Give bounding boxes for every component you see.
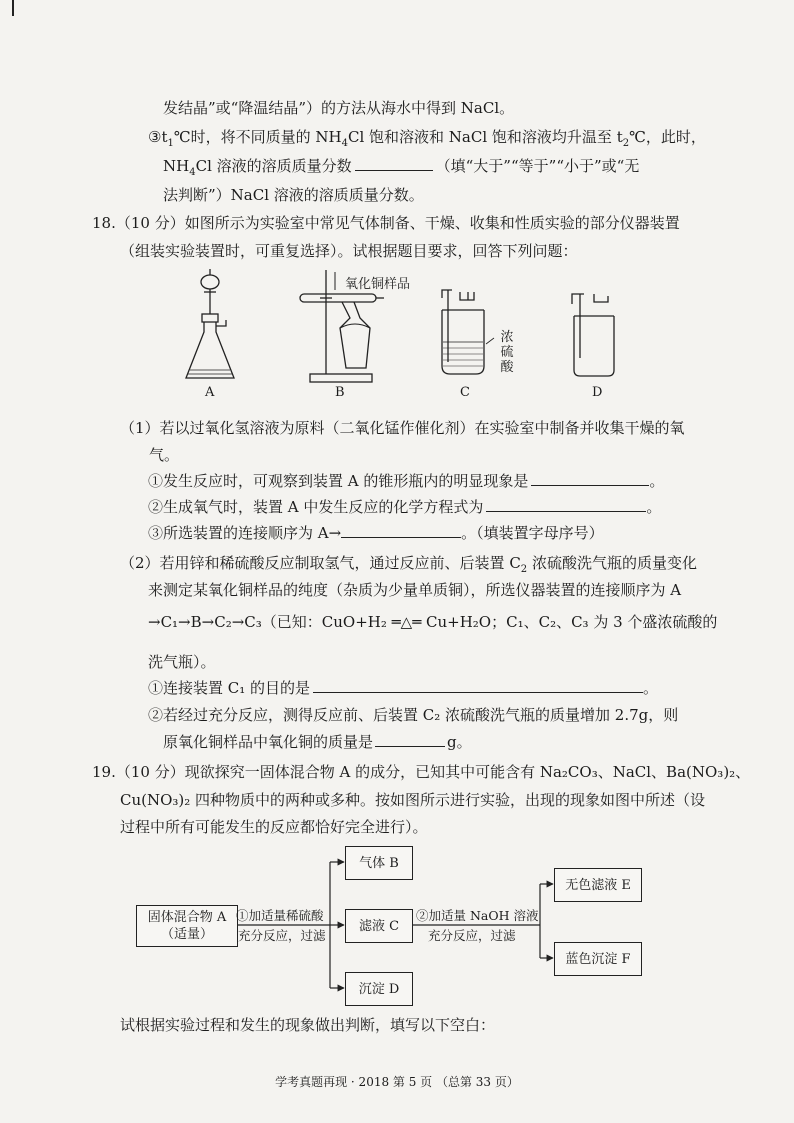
q17-line-3: $NH_4Cl$ 溶液的溶质质量分数 （填“大于”“等于”“小于”或“无 (163, 157, 640, 178)
step2-label-b: 充分反应，过滤 (428, 928, 516, 943)
q19-tail: 试根据实验过程和发生的现象做出判断，填写以下空白： (120, 1016, 496, 1034)
step1-label-a: ①加适量稀硫酸 (236, 908, 324, 923)
q18-p2-c: →C₁→B→C₂→C₃（已知：CuO+H₂ ═△═ Cu+H₂O；C₁、C₂、C₃ 为 3 个盛浓硫酸的 (148, 613, 718, 631)
q18-p2-ii: ②若经过充分反应，测得反应前、后装置 C₂ 浓硫酸洗气瓶的质量增加 2.7g，则 (148, 706, 679, 724)
step1-label-b: 充分反应，过滤 (238, 928, 326, 943)
q18-p1-cont: 气。 (149, 446, 180, 464)
q18-p1-i: ①发生反应时，可观察到装置 A 的锥形瓶内的明显现象是 。 (148, 472, 665, 490)
q18-heading: 18.（10 分）如图所示为实验室中常见气体制备、干燥、收集和性质实验的部分仪器装置 (92, 214, 680, 232)
label-b: B (335, 385, 345, 400)
label-a: A (205, 385, 215, 400)
step2-label-a: ②加适量 NaOH 溶液 (416, 908, 539, 923)
q18-p1: （1）若以过氧化氢溶液为原料（二氧化锰作催化剂）在实验室中制备并收集干燥的氧 (120, 419, 685, 437)
q18-p2-b: 来测定某氧化铜样品的纯度（杂质为少量单质铜），所选仪器装置的连接顺序为 A (148, 581, 682, 599)
node-gas-b: 气体 B (345, 846, 413, 880)
q18-p2-d: 洗气瓶）。 (148, 653, 216, 671)
label-c: C (460, 385, 470, 400)
q18-p1-iii: ③所选装置的连接顺序为 A→ 。（填装置字母序号） (148, 524, 604, 542)
node-precip-f: 蓝色沉淀 F (554, 942, 642, 976)
q19-heading: 19.（10 分）现欲探究一固体混合物 A 的成分，已知其中可能含有 Na₂CO₃、NaCl、Ba(NO₃)₂、 (92, 763, 751, 781)
q18-p2: （2）若用锌和稀硫酸反应制取氢气，通过反应前、后装置 $C_2$ 浓硫酸洗气瓶的质量变化 (120, 554, 697, 575)
node-filtrate-c: 滤液 C (345, 909, 413, 943)
acid-label: 浓硫酸 (500, 330, 514, 375)
q17-line-4: 法判断”）NaCl 溶液的溶质质量分数。 (163, 186, 424, 204)
q18-p2-i: ①连接装置 C₁ 的目的是 。 (148, 679, 659, 697)
sample-label: 氧化铜样品 (345, 277, 411, 292)
node-mixture-a: 固体混合物 A （适量） (136, 905, 238, 947)
q18-p2-ii-b: 原氧化铜样品中氧化铜的质量是 g。 (163, 733, 472, 751)
q18-heading-2: （组装实验装置时，可重复选择）。试根据题目要求，回答下列问题： (120, 242, 578, 260)
q17-line-2: $③t_1℃$时，将不同质量的 $NH_4Cl$ 饱和溶液和 NaCl 饱和溶液均升温至 $t_2℃$，此时， (148, 128, 706, 149)
q19-heading-3: 过程中所有可能发生的反应都恰好完全进行）。 (120, 818, 428, 836)
label-d: D (592, 385, 603, 400)
q17-line-1: 发结晶”或“降温结晶”）的方法从海水中得到 NaCl。 (163, 99, 515, 117)
q19-heading-2: Cu(NO₃)₂ 四种物质中的两种或多种。按如图所示进行实验，出现的现象如图中所述（设 (120, 791, 706, 809)
node-precip-d: 沉淀 D (345, 972, 413, 1006)
q18-p1-ii: ②生成氧气时，装置 A 中发生反应的化学方程式为 。 (148, 498, 662, 516)
page-footer: 学考真题再现 · 2018 第 5 页 （总第 33 页） (275, 1075, 519, 1089)
node-filtrate-e: 无色滤液 E (554, 868, 642, 902)
